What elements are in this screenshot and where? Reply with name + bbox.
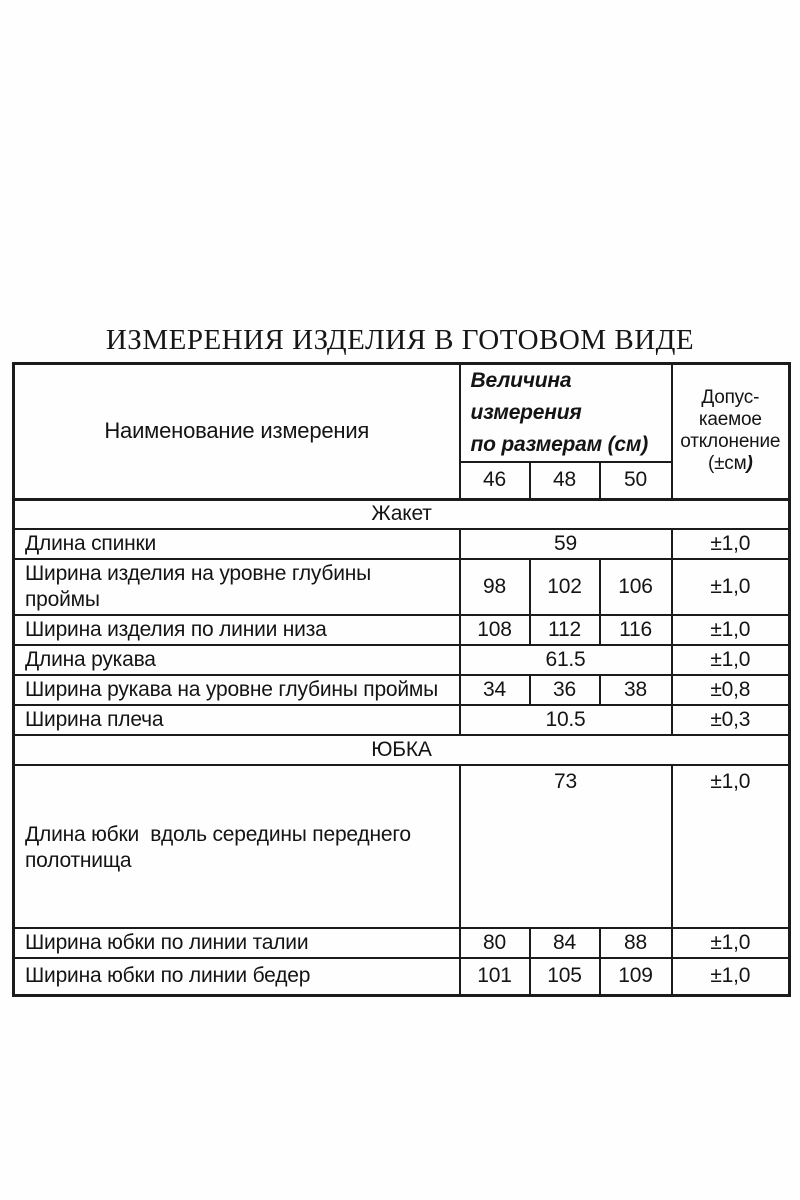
measurement-value-48: 112 — [530, 615, 600, 645]
tolerance-value: ±0,8 — [672, 675, 790, 705]
section-label: ЮБКА — [14, 735, 790, 765]
measurement-value-46: 108 — [460, 615, 530, 645]
page-title: ИЗМЕРЕНИЯ ИЗДЕЛИЯ В ГОТОВОМ ВИДЕ — [105, 324, 695, 356]
tolerance-value: ±1,0 — [672, 529, 790, 559]
header-tolerance-line3: отклонение — [680, 431, 781, 453]
measurement-value-50: 106 — [600, 559, 672, 615]
tolerance-value: ±1,0 — [672, 765, 790, 928]
table-row — [14, 928, 790, 958]
measurement-value-48: 102 — [530, 559, 600, 615]
measurement-value-50: 109 — [600, 958, 672, 995]
measurement-value-all-sizes: 61.5 — [460, 645, 672, 675]
header-tolerance-column — [672, 364, 790, 500]
measurement-value-all-sizes: 73 — [460, 765, 672, 928]
measurement-name: Длина спинки — [14, 529, 460, 559]
table-row — [14, 705, 790, 735]
table-row — [14, 559, 790, 615]
measurement-name: Длина юбки вдоль середины переднего полотнища — [14, 765, 460, 928]
header-tolerance-unit: (±см) — [707, 453, 753, 475]
measurement-value-50: 88 — [600, 928, 672, 958]
section-label: Жакет — [14, 499, 790, 529]
measurement-value-all-sizes: 59 — [460, 529, 672, 559]
table-row — [14, 958, 790, 995]
measurement-value-48: 36 — [530, 675, 600, 705]
size-header-46: 46 — [460, 462, 530, 499]
measurement-name: Ширина плеча — [14, 705, 460, 735]
header-tolerance-line2: каемое — [698, 409, 762, 431]
size-header-50: 50 — [600, 462, 672, 499]
measurement-name: Ширина изделия по линии низа — [14, 615, 460, 645]
tolerance-value: ±1,0 — [672, 559, 790, 615]
table-row — [14, 645, 790, 675]
measurement-value-48: 84 — [530, 928, 600, 958]
measurement-name: Ширина юбки по линии бедер — [14, 958, 460, 995]
header-name-column: Наименование измерения — [14, 364, 460, 500]
section-row-jacket — [14, 499, 790, 529]
measurement-name: Ширина рукава на уровне глубины проймы — [14, 675, 460, 705]
measurement-value-50: 38 — [600, 675, 672, 705]
measurements-table — [12, 362, 791, 997]
measurement-value-46: 101 — [460, 958, 530, 995]
tolerance-value: ±0,3 — [672, 705, 790, 735]
table-row — [14, 529, 790, 559]
measurement-value-46: 34 — [460, 675, 530, 705]
measurement-value-all-sizes: 10.5 — [460, 705, 672, 735]
table-row — [14, 675, 790, 705]
measurement-name: Ширина изделия на уровне глубины проймы — [14, 559, 460, 615]
header-measure-column — [460, 364, 672, 463]
measurement-value-46: 80 — [460, 928, 530, 958]
table-row — [14, 765, 790, 928]
table-row — [14, 615, 790, 645]
header-measure-line2: по размерам (см) — [470, 433, 649, 456]
table-header-row — [14, 364, 790, 463]
measurement-value-46: 98 — [460, 559, 530, 615]
measurement-name: Ширина юбки по линии талии — [14, 928, 460, 958]
header-measure-line1: Величина измерения — [470, 369, 582, 424]
tolerance-value: ±1,0 — [672, 958, 790, 995]
measurement-value-48: 105 — [530, 958, 600, 995]
measurement-name: Длина рукава — [14, 645, 460, 675]
tolerance-value: ±1,0 — [672, 928, 790, 958]
tolerance-value: ±1,0 — [672, 615, 790, 645]
measurement-value-50: 116 — [600, 615, 672, 645]
header-tolerance-line1: Допус- — [701, 387, 760, 409]
size-header-48: 48 — [530, 462, 600, 499]
section-row-skirt — [14, 735, 790, 765]
tolerance-value: ±1,0 — [672, 645, 790, 675]
